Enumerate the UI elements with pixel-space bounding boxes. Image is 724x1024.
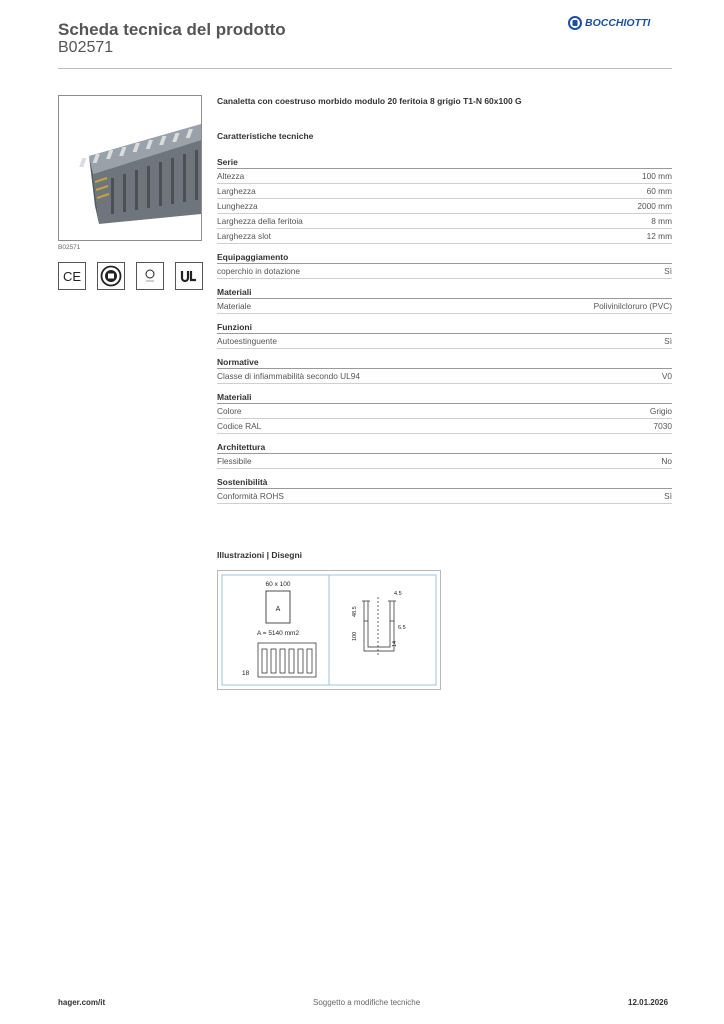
spec-group-title: Sostenibilità [217,476,672,489]
brand-name: BOCCHIOTTI [585,17,651,29]
spec-row [217,264,672,279]
spec-group-title: Equipaggiamento [217,251,672,264]
cable-duct-illustration [59,96,201,240]
brand-logo [568,15,650,31]
drawing-dim-top: 4.5 [394,591,402,597]
ce-mark-icon [58,262,86,290]
spec-group-title: Serie [217,156,672,169]
product-photo [58,95,202,241]
spec-value: 7030 [653,421,672,431]
spec-value: V0 [661,371,672,381]
spec-row [217,369,672,384]
spec-label: Altezza [217,171,245,181]
drawing-dim-left-a: 48.5 [352,606,358,617]
spec-group-funzioni [217,321,672,349]
spec-value: 60 mm [646,186,672,196]
spec-group-equipaggiamento [217,251,672,279]
illustrations-title: Illustrazioni | Disegni [217,550,303,560]
spec-group-materiali [217,286,672,314]
spec-group-normative [217,356,672,384]
spec-label: Conformità ROHS [217,491,284,501]
spec-value: Polivinilcloruro (PVC) [593,301,672,311]
spec-value: 8 mm [651,216,672,226]
spec-group-serie [217,156,672,244]
technical-drawing [217,570,441,690]
spec-label: Codice RAL [217,421,262,431]
drawing-area-label: A = 5140 mm2 [256,630,300,637]
svg-text:CE: CE [62,269,82,284]
ul-recognized-icon [175,262,203,290]
drawing-size-label: 60 x 100 [265,581,291,588]
page-title: Scheda tecnica del prodotto [58,20,286,39]
spec-row [217,404,672,419]
drawing-dim-right-b: 14 [392,640,398,647]
spec-label: Materiale [217,301,252,311]
drawing-dim-right-a: 6.5 [398,625,406,631]
spec-group-architettura [217,441,672,469]
spec-value: Sì [664,266,672,276]
spec-value: No [661,456,672,466]
footer-notice: Soggetto a modifiche tecniche [313,998,421,1007]
spec-label: Classe di infiammabilità secondo UL94 [217,371,360,381]
spec-row [217,169,672,184]
spec-group-title: Normative [217,356,672,369]
spec-group-title: Architettura [217,441,672,454]
product-code: B02571 [58,39,114,56]
duct-cross-section [362,597,396,655]
spec-label: Colore [217,406,242,416]
spec-value: Sì [664,336,672,346]
spec-group-title: Materiali [217,286,672,299]
footer-date: 12.01.2026 [628,998,669,1007]
duct-side-view [258,643,316,677]
spec-label: Autoestinguente [217,336,277,346]
spec-row [217,184,672,199]
spec-label: Larghezza slot [217,231,271,241]
tech-section-title: Caratteristiche tecniche [217,131,314,141]
spec-value: 100 mm [642,171,672,181]
spec-row [217,299,672,314]
spec-value: 2000 mm [637,201,672,211]
spec-row [217,214,672,229]
csa-mark-icon [97,262,125,290]
bocchiotti-logo-icon [568,16,582,30]
spec-label: Larghezza della feritoia [217,216,303,226]
spec-row [217,454,672,469]
spec-label: Larghezza [217,186,256,196]
spec-label: coperchio in dotazione [217,266,301,276]
drawing-dim-left-b: 100 [352,631,358,641]
spec-group-materiali-colore [217,391,672,434]
spec-group-sostenibilita [217,476,672,504]
spec-row [217,489,672,504]
spec-row [217,229,672,244]
spec-value: 12 mm [646,231,672,241]
spec-row [217,419,672,434]
product-title: Canaletta con coestruso morbido modulo 20 feritoia 8 grigio T1-N 60x100 G [217,96,522,106]
spec-table [217,156,672,511]
photo-caption: B02571 [58,244,81,251]
spec-group-title: Materiali [217,391,672,404]
spec-group-title: Funzioni [217,321,672,334]
spec-row [217,199,672,214]
drawing-pitch-label: 18 [242,670,250,677]
footer-website: hager.com/it [58,998,106,1007]
spec-value: Grigio [649,406,672,416]
spec-label: Flessibile [217,456,252,466]
spec-label: Lunghezza [217,201,258,211]
drawing-area-letter: A [275,606,281,613]
header-divider [58,68,672,69]
spec-row [217,334,672,349]
spec-value: Sì [664,491,672,501]
ul-recognized-small-icon [136,262,164,290]
